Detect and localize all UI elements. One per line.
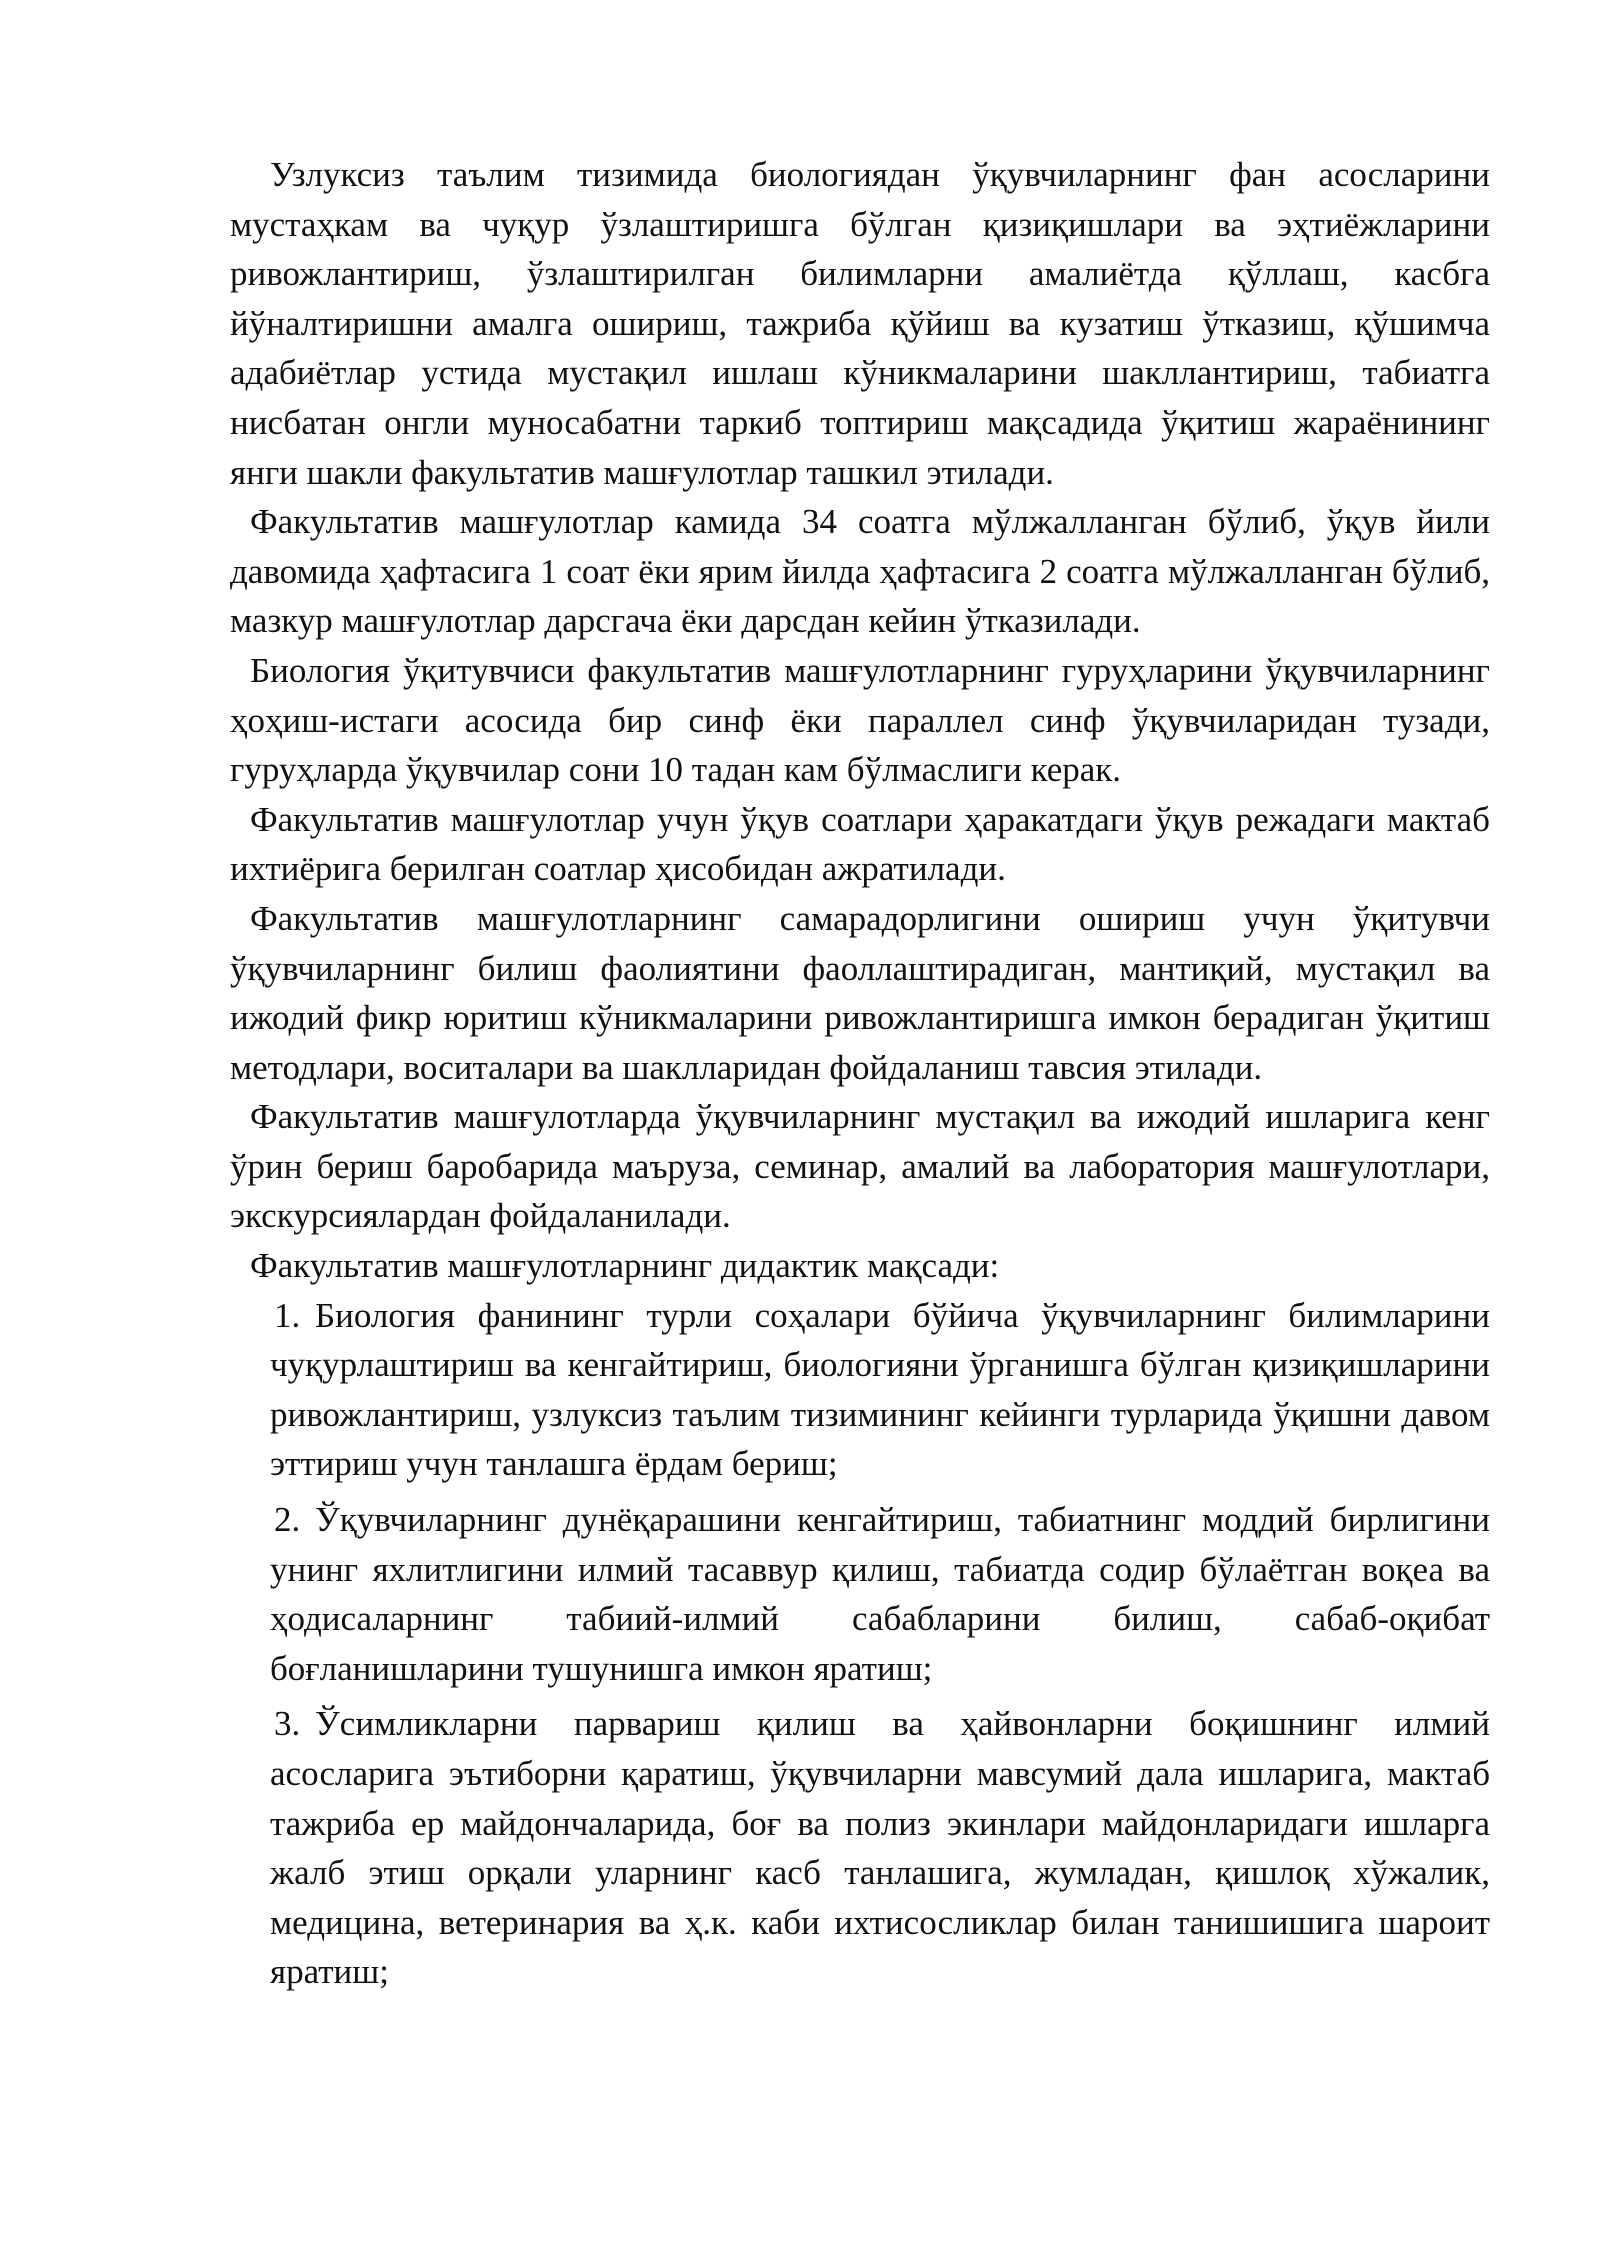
paragraph-groups: Биология ўқитувчиси факультатив машғулотларнинг гуруҳларини ўқувчиларнинг ҳоҳиш-истаги асосида бир синф ёки параллел синф ўқувчиларидан тузади, гуруҳларда ўқувчилар сони 10 тадан кам бўлмаслиги керак. [230, 650, 1490, 790]
goal-number: 3. [274, 1704, 301, 1744]
goal-number: 2. [274, 1500, 301, 1540]
page-body [230, 150, 1490, 1997]
paragraph-intro: Узлуксиз таълим тизимида биологиядан ўқувчиларнинг фан асосларини мустаҳкам ва чуқур ўзлаштиришга бўлган қизиқишлари ва эҳтиёжларини ривожлантириш, ўзлаштирилган билимларни амалиётда қўллаш, касбга йўналтиришни амалга ошириш, тажриба қўйиш ва кузатиш ўтказиш, қўшимча адабиётлар устида мустақил ишлаш кўникмаларини шакллантириш, табиатга нисбатан онгли муносабатни таркиб топтириш мақсадида ўқитиш жараёнининг янги шакли факультатив машғулотлар ташкил этилади. [230, 155, 1490, 492]
paragraph-activities: Факультатив машғулотларда ўқувчиларнинг мустақил ва ижодий ишларига кенг ўрин бериш баробарида маъруза, семинар, амалий ва лаборатория машғулотлари, экскурсиялардан фойдаланилади. [230, 1097, 1490, 1236]
goal-text: Ўқувчиларнинг дунёқарашини кенгайтириш, табиатнинг моддий бирлигини унинг яхлитлигини илмий тасаввур қилиш, табиатда содир бўлаётган воқеа ва ҳодисаларнинг табиий-илмий сабабларини билиш, сабаб-оқибат боғланишларини тушунишга имкон яратиш; [270, 1500, 1490, 1688]
paragraph-allocation: Факультатив машғулотлар учун ўқув соатлари ҳаракатдаги ўқув режадаги мактаб ихтиёрига берилган соатлар ҳисобидан ажратилади. [230, 799, 1490, 889]
goal-text: Биология фанининг турли соҳалари бўйича ўқувчиларнинг билимларини чуқурлаштириш ва кенгайтириш, биологияни ўрганишга бўлган қизиқишларини ривожлантириш, узлуксиз таълим тизимининг кейинги турларида ўқишни давом эттириш учун танлашга ёрдам бериш; [270, 1295, 1490, 1484]
paragraph-hours: Факультатив машғулотлар камида 34 соатга мўлжалланган бўлиб, ўқув йили давомида ҳафтасига 1 соат ёки ярим йилда ҳафтасига 2 соатга мўлжалланган бўлиб, мазкур машғулотлар дарсгача ёки дарсдан кейин ўтказилади. [230, 502, 1490, 641]
paragraph-methods: Факультатив машғулотларнинг самарадорлигини ошириш учун ўқитувчи ўқувчиларнинг билиш фаолиятини фаоллаштирадиган, мантиқий, мустақил ва ижодий фикр юритиш кўникмаларини ривожлантиришга имкон берадиган ўқитиш методлари, воситалари ва шаклларидан фойдаланиш тавсия этилади. [230, 898, 1490, 1087]
goals-heading: Факультатив машғулотларнинг дидактик мақсади: [250, 1246, 1000, 1286]
goal-item-3 [270, 1699, 1490, 1997]
goals-list [230, 1291, 1490, 1997]
goal-item-2 [270, 1495, 1490, 1693]
goal-item-1 [270, 1291, 1490, 1489]
goal-number: 1. [274, 1295, 301, 1335]
goal-text: Ўсимликларни парвариш қилиш ва ҳайвонларни боқишнинг илмий асосларига эътиборни қаратиш, ўқувчиларни мавсумий дала ишларига, мактаб тажриба ер майдончаларида, боғ ва полиз экинлари майдонларидаги ишларга жалб этиш орқали уларнинг касб танлашига, жумладан, қишлоқ хўжалик, медицина, ветеринария ва ҳ.к. каби ихтисосликлар билан танишишига шароит яратиш; [270, 1704, 1490, 1992]
